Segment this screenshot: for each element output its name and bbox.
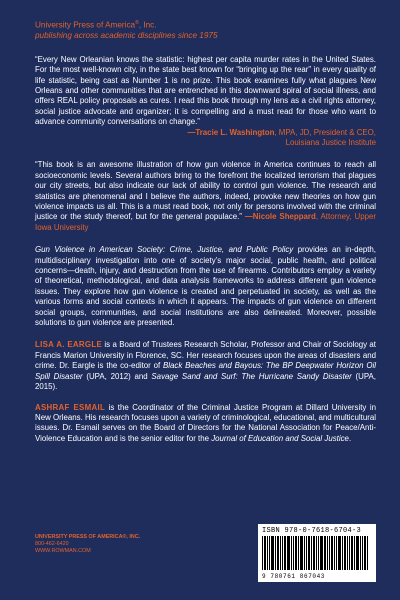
barcode-stripe [354,536,355,570]
endorsement-1 [35,55,376,149]
endorsement-2-name: Nicole Sheppard [252,212,316,222]
barcode-stripe [360,536,361,570]
barcode-stripe [264,536,266,570]
barcode-stripe [351,536,353,570]
barcode-stripe [275,536,276,570]
barcode-stripe [280,536,281,570]
barcode-stripe [318,536,319,570]
barcode-stripe [295,536,297,570]
barcode-stripe [327,536,328,570]
publisher-header [35,18,376,41]
barcode-stripe [334,536,335,570]
barcode-stripe [316,536,317,570]
barcode-stripe [284,536,286,570]
bio-eargle-title-1: Black Beaches and Bayous: The BP Deepwater Horizon Oil Spill Disaster [35,361,376,381]
book-title: Gun Violence in American Society: Crime, Justice, and Public Policy [35,245,294,255]
barcode-stripe [311,536,312,570]
author-name-eargle: LISA A. EARGLE [35,340,103,350]
barcode-stripe [344,536,346,570]
author-name-esmail: ASHRAF ESMAIL [35,402,106,412]
endorsement-1-attribution [35,128,376,149]
publisher-suffix: , Inc. [138,20,157,30]
barcode-stripe [300,536,303,570]
barcode-digits: 9 780761 867043 [262,573,326,580]
endorsement-2-dash: — [241,212,253,222]
barcode-bars [262,536,372,570]
endorsement-1-org: Louisiana Justice Institute [285,137,376,147]
endorsement-2 [35,160,376,233]
author-bio-eargle [35,340,376,392]
publisher-name: University Press of America [35,20,136,30]
barcode-stripe [336,536,337,570]
barcode-stripe [347,536,348,570]
barcode-stripe [262,536,263,570]
footer [35,524,376,586]
bio-esmail-title-1: Journal of Education and Social Justice [211,433,349,443]
bio-eargle-text-3: (UPA, 2015). [35,371,377,392]
barcode-stripe [362,536,363,570]
barcode-stripe [298,536,299,570]
bio-eargle-title-2: Savage Sand and Surf: The Hurricane Sandy Disaster [151,371,352,381]
endorsement-2-role: , Attorney, Upper Iowa University [35,212,376,232]
barcode-stripe [367,536,368,570]
publisher-phone: 800-462-6420 [35,541,69,547]
barcode-stripe [320,536,323,570]
barcode-stripe [267,536,268,570]
barcode-stripe [291,536,292,570]
publisher-tagline: publishing across academic disciplines since 1975 [35,30,218,40]
publisher-logo [35,534,140,555]
endorsement-1-text: “Every New Orleanian knows the statistic: highest per capita murder rates in the United States. For the most well-known city, in the state best known for “bringing up the rear” in every quality of life statistic, being cast as Number 1 is no prize. This book examines fully what plagues New Orleans and other communities that are entrenched in this downward spiral of social illness, and offers REAL policy proposals as cures. I read this book through my lens as a civil rights attorney, social justice advocate and organizer; it is compelling and a must read for those who want to advance community conversations on change.” [35,54,376,127]
publisher-website: WWW.ROWMAN.COM [35,548,91,554]
barcode-stripe [306,536,307,570]
endorsement-1-name: Tracie L. Washington [195,127,275,137]
publisher-logo-name: UNIVERSITY PRESS OF AMERICA®, INC. [35,534,141,540]
barcode-stripe [304,536,305,570]
bio-esmail-text-2: . [348,433,352,443]
book-description [35,245,376,328]
barcode-stripe [329,536,330,570]
endorsement-1-dash: — [187,127,196,137]
barcode-stripe [349,536,350,570]
barcode-stripe [287,536,290,570]
barcode-stripe [313,536,315,570]
isbn-barcode [258,524,376,582]
bio-eargle-text-1: is a Board of Trustees Research Scholar, Professor and Chair of Sociology at Francis Marion University in Florence, SC. Her research focuses upon the areas of disasters and crime. Dr. Eargle is the co-editor of [35,340,376,371]
endorsement-1-role: , MPA, JD, President & CEO, [274,127,376,137]
isbn-number: ISBN 978-0-7618-6704-3 [262,527,362,535]
publisher-line [35,18,376,31]
barcode-stripe [356,536,359,570]
barcode-stripe [293,536,294,570]
barcode-stripe [271,536,274,570]
registered-mark: ® [135,20,139,26]
bio-eargle-text-2: (UPA, 2012) and [82,371,152,381]
endorsement-2-text: “This book is an awesome illustration of how gun violence in America continues to reach all socioeconomic levels. Several authors bring to the forefront the localized terrorism that plagues our city streets, but also indicate our lack of ability to control gun violence. The research and statistics are phenomenal and I believe the authors, indeed, provoke new theories on how gun violence impacts us all. This is a must read book, not only for persons involved with the criminal justice or the study thereof, but for the general populace.” [35,160,376,222]
barcode-stripe [331,536,333,570]
barcode-stripe [269,536,270,570]
endorsement-2-body [35,160,376,233]
barcode-stripe [324,536,326,570]
bio-esmail-text-1: is the Coordinator of the Criminal Justice Program at Dillard University in New Orleans. His research focuses upon a variety of criminological, educational, and multicultural issues. Dr. Esmail serves on the Board of Directors for the National Association for Peace/Anti-Violence Education and is the senior editor for the [35,402,376,443]
barcode-stripe [308,536,310,570]
barcode-stripe [342,536,343,570]
barcode-stripe [338,536,341,570]
barcode-stripe [277,536,279,570]
book-description-body: provides an in-depth, multidisciplinary investigation into one of society’s major social, public health, and political concerns—death, injury, and destruction from the use of firearms. Contributors employ a variety of theoretical, methodological, and data analysis frameworks to address different gun violence issues. They explore how gun violence is created and perpetuated in society, as well as the various forms and social contexts in which it appears. The impacts of gun violence on different social groups, communities, and social institutions are also delineated. Moreover, possible solutions to gun violence are presented. [35,245,377,328]
author-bio-esmail [35,403,376,445]
barcode-stripe [282,536,283,570]
barcode-stripe [364,536,366,570]
